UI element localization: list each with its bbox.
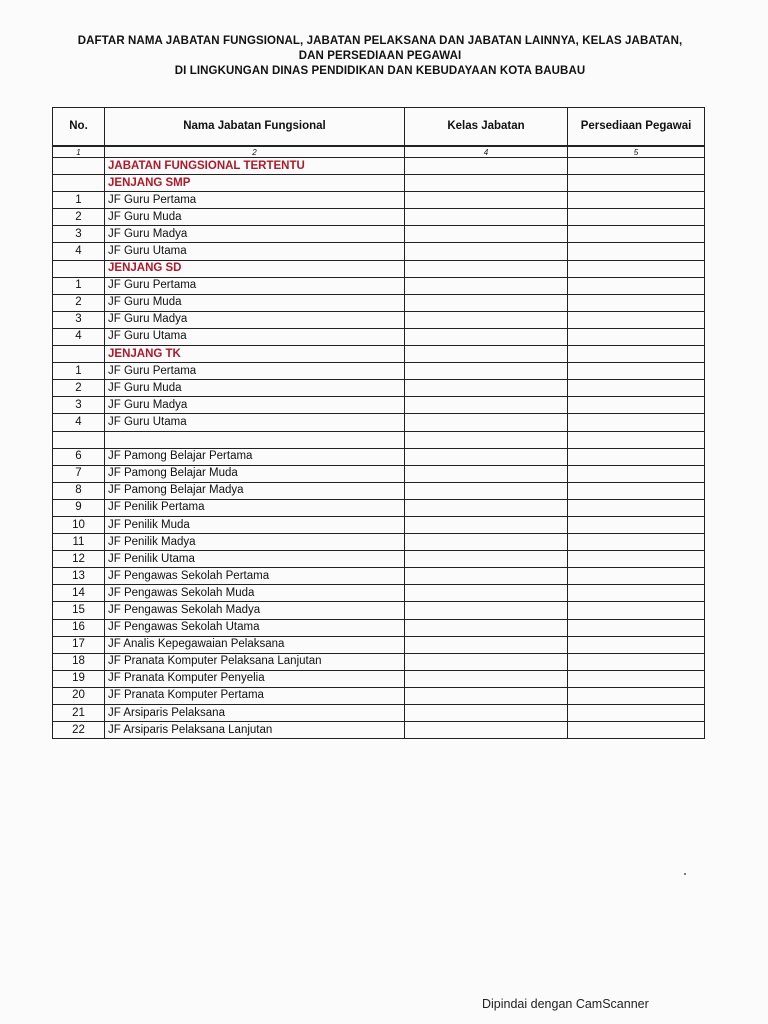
table-row bbox=[53, 499, 705, 516]
section-title: JABATAN FUNGSIONAL TERTENTU bbox=[105, 158, 405, 175]
camscanner-watermark: Dipindai dengan CamScanner bbox=[482, 997, 649, 1011]
table-row bbox=[53, 585, 705, 602]
persediaan-pegawai-cell bbox=[568, 551, 705, 568]
kelas-jabatan-cell bbox=[405, 653, 568, 670]
header-kelas-jabatan: Kelas Jabatan bbox=[405, 108, 568, 147]
persediaan-pegawai-cell bbox=[568, 722, 705, 739]
table-row bbox=[53, 602, 705, 619]
position-name: JF Guru Utama bbox=[105, 243, 405, 260]
kelas-jabatan-cell bbox=[405, 722, 568, 739]
persediaan-pegawai-cell bbox=[568, 516, 705, 533]
position-name: JF Pamong Belajar Madya bbox=[105, 482, 405, 499]
kelas-jabatan-cell bbox=[405, 687, 568, 704]
section-row bbox=[53, 175, 705, 192]
position-name: JF Guru Madya bbox=[105, 226, 405, 243]
row-number: 14 bbox=[53, 585, 105, 602]
persediaan-pegawai-cell bbox=[568, 397, 705, 414]
kelas-jabatan-cell bbox=[405, 380, 568, 397]
kelas-jabatan-cell bbox=[405, 619, 568, 636]
section-row bbox=[53, 158, 705, 175]
position-name: JF Analis Kepegawaian Pelaksana bbox=[105, 636, 405, 653]
persediaan-pegawai-cell bbox=[568, 687, 705, 704]
subheader-col-4: 5 bbox=[568, 146, 705, 158]
position-name: JF Pranata Komputer Penyelia bbox=[105, 670, 405, 687]
kelas-jabatan-cell bbox=[405, 243, 568, 260]
row-number: 4 bbox=[53, 414, 105, 431]
persediaan-pegawai-cell bbox=[568, 568, 705, 585]
row-number: 19 bbox=[53, 670, 105, 687]
position-name: JF Guru Muda bbox=[105, 380, 405, 397]
row-number: 9 bbox=[53, 499, 105, 516]
header-persediaan-pegawai: Persediaan Pegawai bbox=[568, 108, 705, 147]
persediaan-pegawai-cell bbox=[568, 465, 705, 482]
table-row bbox=[53, 277, 705, 294]
persediaan-pegawai-cell bbox=[568, 585, 705, 602]
persediaan-pegawai-cell bbox=[568, 653, 705, 670]
table-header-row bbox=[53, 108, 705, 147]
persediaan-pegawai-cell bbox=[568, 226, 705, 243]
persediaan-pegawai-cell bbox=[568, 311, 705, 328]
kelas-jabatan-cell bbox=[405, 568, 568, 585]
row-number: 8 bbox=[53, 482, 105, 499]
table-row bbox=[53, 482, 705, 499]
kelas-jabatan-cell bbox=[405, 499, 568, 516]
kelas-jabatan-cell bbox=[405, 260, 568, 277]
table-row bbox=[53, 294, 705, 311]
kelas-jabatan-cell bbox=[405, 209, 568, 226]
subheader-col-3: 4 bbox=[405, 146, 568, 158]
position-name: JF Guru Muda bbox=[105, 294, 405, 311]
table-row bbox=[53, 465, 705, 482]
kelas-jabatan-cell bbox=[405, 414, 568, 431]
persediaan-pegawai-cell bbox=[568, 346, 705, 363]
header-nama-jabatan: Nama Jabatan Fungsional bbox=[105, 108, 405, 147]
kelas-jabatan-cell bbox=[405, 482, 568, 499]
position-name: JF Penilik Utama bbox=[105, 551, 405, 568]
kelas-jabatan-cell bbox=[405, 465, 568, 482]
row-number bbox=[53, 260, 105, 277]
persediaan-pegawai-cell bbox=[568, 619, 705, 636]
position-name: JF Guru Muda bbox=[105, 209, 405, 226]
position-name: JF Pranata Komputer Pelaksana Lanjutan bbox=[105, 653, 405, 670]
title-line-2: DAN PERSEDIAAN PEGAWAI bbox=[298, 50, 462, 62]
position-name: JF Arsiparis Pelaksana bbox=[105, 705, 405, 722]
section-title: JENJANG SD bbox=[105, 260, 405, 277]
persediaan-pegawai-cell bbox=[568, 175, 705, 192]
table-body bbox=[53, 158, 705, 739]
persediaan-pegawai-cell bbox=[568, 158, 705, 175]
kelas-jabatan-cell bbox=[405, 534, 568, 551]
position-name: JF Pamong Belajar Muda bbox=[105, 465, 405, 482]
row-number: 10 bbox=[53, 516, 105, 533]
table-row bbox=[53, 311, 705, 328]
row-number bbox=[53, 175, 105, 192]
row-number: 17 bbox=[53, 636, 105, 653]
row-number: 18 bbox=[53, 653, 105, 670]
table-row bbox=[53, 534, 705, 551]
kelas-jabatan-cell bbox=[405, 705, 568, 722]
row-number: 3 bbox=[53, 226, 105, 243]
position-name: JF Pengawas Sekolah Utama bbox=[105, 619, 405, 636]
kelas-jabatan-cell bbox=[405, 158, 568, 175]
table-row bbox=[53, 209, 705, 226]
persediaan-pegawai-cell bbox=[568, 192, 705, 209]
table-row bbox=[53, 653, 705, 670]
position-name: JF Pamong Belajar Pertama bbox=[105, 448, 405, 465]
section-row bbox=[53, 346, 705, 363]
table-row bbox=[53, 243, 705, 260]
row-number: 1 bbox=[53, 192, 105, 209]
section-row bbox=[53, 260, 705, 277]
kelas-jabatan-cell bbox=[405, 363, 568, 380]
position-name: JF Guru Pertama bbox=[105, 192, 405, 209]
row-number: 11 bbox=[53, 534, 105, 551]
row-number: 2 bbox=[53, 294, 105, 311]
table-row bbox=[53, 516, 705, 533]
row-number: 2 bbox=[53, 380, 105, 397]
table-row bbox=[53, 568, 705, 585]
row-number: 16 bbox=[53, 619, 105, 636]
section-title: JENJANG SMP bbox=[105, 175, 405, 192]
persediaan-pegawai-cell bbox=[568, 705, 705, 722]
kelas-jabatan-cell bbox=[405, 294, 568, 311]
kelas-jabatan-cell bbox=[405, 277, 568, 294]
row-number: 1 bbox=[53, 363, 105, 380]
position-name: JF Penilik Muda bbox=[105, 516, 405, 533]
persediaan-pegawai-cell bbox=[568, 277, 705, 294]
table-row bbox=[53, 414, 705, 431]
persediaan-pegawai-cell bbox=[568, 448, 705, 465]
table-row bbox=[53, 636, 705, 653]
row-number: 1 bbox=[53, 277, 105, 294]
kelas-jabatan-cell bbox=[405, 516, 568, 533]
kelas-jabatan-cell bbox=[405, 397, 568, 414]
persediaan-pegawai-cell bbox=[568, 294, 705, 311]
table-row bbox=[53, 431, 705, 448]
persediaan-pegawai-cell bbox=[568, 482, 705, 499]
position-name: JF Guru Madya bbox=[105, 397, 405, 414]
row-number: 2 bbox=[53, 209, 105, 226]
position-name: JF Guru Pertama bbox=[105, 363, 405, 380]
table-row bbox=[53, 722, 705, 739]
persediaan-pegawai-cell bbox=[568, 209, 705, 226]
position-name: JF Guru Madya bbox=[105, 311, 405, 328]
persediaan-pegawai-cell bbox=[568, 499, 705, 516]
row-number: 3 bbox=[53, 311, 105, 328]
row-number bbox=[53, 346, 105, 363]
row-number bbox=[53, 431, 105, 448]
position-name: JF Penilik Pertama bbox=[105, 499, 405, 516]
section-title: JENJANG TK bbox=[105, 346, 405, 363]
persediaan-pegawai-cell bbox=[568, 534, 705, 551]
table-row bbox=[53, 192, 705, 209]
row-number: 21 bbox=[53, 705, 105, 722]
persediaan-pegawai-cell bbox=[568, 602, 705, 619]
position-name: JF Guru Pertama bbox=[105, 277, 405, 294]
kelas-jabatan-cell bbox=[405, 585, 568, 602]
table-subheader-row bbox=[53, 146, 705, 158]
kelas-jabatan-cell bbox=[405, 192, 568, 209]
table-row bbox=[53, 448, 705, 465]
kelas-jabatan-cell bbox=[405, 328, 568, 345]
kelas-jabatan-cell bbox=[405, 670, 568, 687]
row-number: 20 bbox=[53, 687, 105, 704]
kelas-jabatan-cell bbox=[405, 175, 568, 192]
position-name: JF Pengawas Sekolah Pertama bbox=[105, 568, 405, 585]
row-number: 3 bbox=[53, 397, 105, 414]
table-row bbox=[53, 328, 705, 345]
row-number: 22 bbox=[53, 722, 105, 739]
scan-speck bbox=[684, 873, 686, 875]
persediaan-pegawai-cell bbox=[568, 328, 705, 345]
table-row bbox=[53, 551, 705, 568]
persediaan-pegawai-cell bbox=[568, 414, 705, 431]
row-number: 7 bbox=[53, 465, 105, 482]
table-row bbox=[53, 226, 705, 243]
kelas-jabatan-cell bbox=[405, 311, 568, 328]
title-line-1: DAFTAR NAMA JABATAN FUNGSIONAL, JABATAN PELAKSANA DAN JABATAN LAINNYA, KELAS JABATAN, bbox=[77, 35, 683, 47]
position-name: JF Pengawas Sekolah Madya bbox=[105, 602, 405, 619]
persediaan-pegawai-cell bbox=[568, 670, 705, 687]
position-name: JF Guru Utama bbox=[105, 414, 405, 431]
position-name: JF Pengawas Sekolah Muda bbox=[105, 585, 405, 602]
title-line-3: DI LINGKUNGAN DINAS PENDIDIKAN DAN KEBUDAYAAN KOTA BAUBAU bbox=[174, 65, 586, 77]
kelas-jabatan-cell bbox=[405, 346, 568, 363]
position-name bbox=[105, 431, 405, 448]
kelas-jabatan-cell bbox=[405, 226, 568, 243]
table-row bbox=[53, 380, 705, 397]
table-row bbox=[53, 397, 705, 414]
row-number: 12 bbox=[53, 551, 105, 568]
table-row bbox=[53, 705, 705, 722]
row-number: 13 bbox=[53, 568, 105, 585]
subheader-col-2: 2 bbox=[105, 146, 405, 158]
kelas-jabatan-cell bbox=[405, 602, 568, 619]
kelas-jabatan-cell bbox=[405, 448, 568, 465]
row-number: 4 bbox=[53, 243, 105, 260]
kelas-jabatan-cell bbox=[405, 551, 568, 568]
subheader-col-1: 1 bbox=[53, 146, 105, 158]
table-row bbox=[53, 687, 705, 704]
table-row bbox=[53, 363, 705, 380]
position-name: JF Arsiparis Pelaksana Lanjutan bbox=[105, 722, 405, 739]
kelas-jabatan-cell bbox=[405, 431, 568, 448]
persediaan-pegawai-cell bbox=[568, 363, 705, 380]
row-number: 6 bbox=[53, 448, 105, 465]
persediaan-pegawai-cell bbox=[568, 260, 705, 277]
position-name: JF Guru Utama bbox=[105, 328, 405, 345]
persediaan-pegawai-cell bbox=[568, 243, 705, 260]
table-row bbox=[53, 670, 705, 687]
row-number: 15 bbox=[53, 602, 105, 619]
header-no: No. bbox=[53, 108, 105, 147]
row-number: 4 bbox=[53, 328, 105, 345]
row-number bbox=[53, 158, 105, 175]
persediaan-pegawai-cell bbox=[568, 431, 705, 448]
document-title bbox=[40, 34, 720, 79]
persediaan-pegawai-cell bbox=[568, 636, 705, 653]
kelas-jabatan-cell bbox=[405, 636, 568, 653]
position-name: JF Penilik Madya bbox=[105, 534, 405, 551]
table-row bbox=[53, 619, 705, 636]
position-table bbox=[52, 107, 705, 739]
persediaan-pegawai-cell bbox=[568, 380, 705, 397]
position-name: JF Pranata Komputer Pertama bbox=[105, 687, 405, 704]
